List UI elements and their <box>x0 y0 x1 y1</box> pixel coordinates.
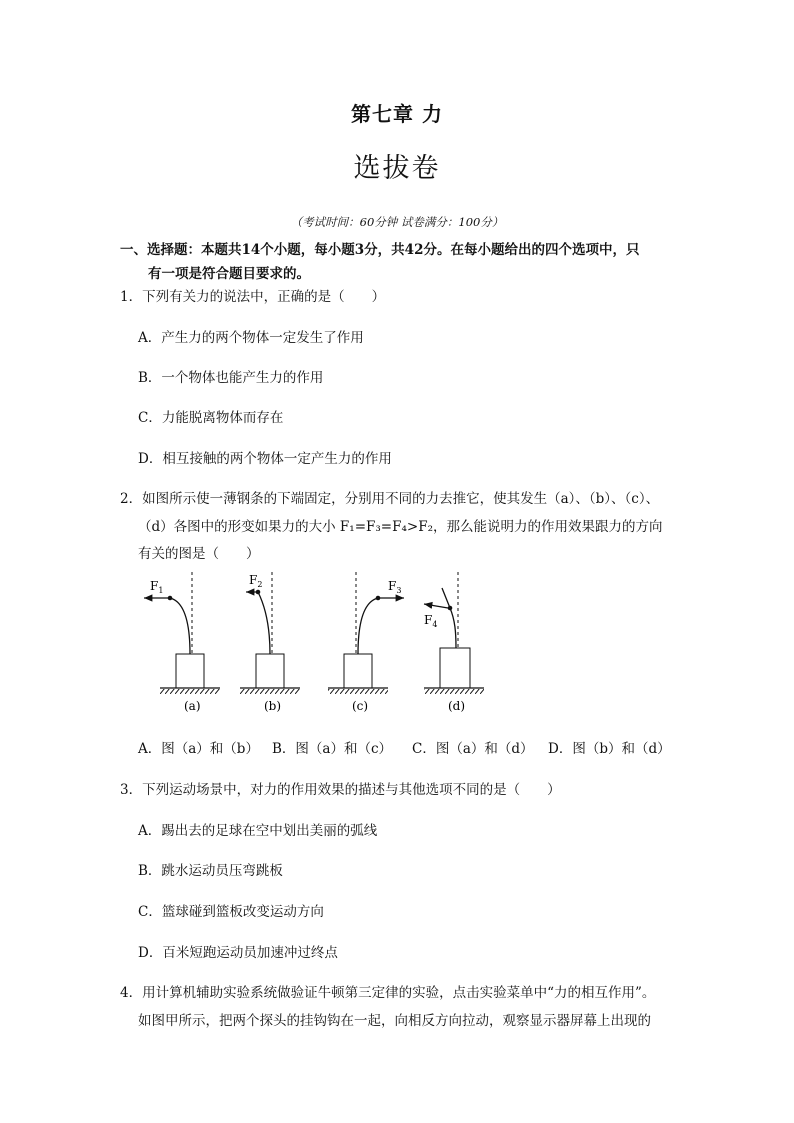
figure-b <box>240 572 300 713</box>
question-1-stem: 1．下列有关力的说法中，正确的是（ ） <box>120 289 386 305</box>
section-heading-line2: 有一项是符合题目要求的。 <box>148 266 310 282</box>
question-3-option-c: C．篮球碰到篮板改变运动方向 <box>138 904 324 920</box>
figure-c <box>328 572 404 713</box>
question-3-option-b: B．跳水运动员压弯跳板 <box>138 863 283 879</box>
caption-c: (c) <box>352 699 369 713</box>
section-heading-line1: 一、选择题：本题共14个小题，每小题3分，共42分。在每小题给出的四个选项中，只 <box>120 242 640 258</box>
question-1-option-b: B．一个物体也能产生力的作用 <box>138 370 324 386</box>
force-label-f1: $F_1$ <box>150 579 164 595</box>
question-1-option-c: C．力能脱离物体而存在 <box>138 410 284 426</box>
paper-subtitle: 选拔卷 <box>353 153 441 184</box>
force-label-f3: $F_3$ <box>388 579 402 595</box>
caption-d: (d) <box>448 699 466 713</box>
question-4-line1: 4．用计算机辅助实验系统做验证牛顿第三定律的实验，点击实验菜单中“力的相互作用”。 <box>120 985 656 1001</box>
question-3-option-d: D．百米短跑运动员加速冲过终点 <box>138 945 338 961</box>
question-2-line1: 2．如图所示使一薄钢条的下端固定，分别用不同的力去推它，使其发生（a）、（b）、（c）、 <box>120 491 660 507</box>
caption-b: (b) <box>264 699 282 713</box>
question-2-option-d: D．图（b）和（d） <box>548 741 671 757</box>
force-label-f4: $F_4$ <box>424 613 438 629</box>
figure-d <box>424 572 484 713</box>
caption-a: (a) <box>184 699 201 713</box>
question-2-option-c: C．图（a）和（d） <box>412 741 534 757</box>
exam-meta: （考试时间：60分钟 试卷满分：100分） <box>290 215 504 229</box>
question-2-option-b: B．图（a）和（c） <box>272 741 393 757</box>
figure-a <box>144 572 220 713</box>
question-2-option-a: A．图（a）和（b） <box>138 741 259 757</box>
steel-strip-figure <box>130 568 500 718</box>
question-2-line2: （d）各图中的形变如果力的大小 F₁=F₃=F₄>F₂，那么能说明力的作用效果跟力的方向 <box>138 519 663 535</box>
question-1-option-d: D．相互接触的两个物体一定产生力的作用 <box>138 451 392 467</box>
question-1-option-a: A．产生力的两个物体一定发生了作用 <box>138 330 364 346</box>
question-4-line2: 如图甲所示，把两个探头的挂钩钩在一起，向相反方向拉动，观察显示器屏幕上出现的 <box>138 1013 651 1029</box>
question-2-line3: 有关的图是（ ） <box>138 546 260 562</box>
force-label-f2: $F_2$ <box>249 573 263 589</box>
question-3-stem: 3．下列运动场景中，对力的作用效果的描述与其他选项不同的是（ ） <box>120 782 561 798</box>
question-3-option-a: A．踢出去的足球在空中划出美丽的弧线 <box>138 823 378 839</box>
chapter-title: 第七章 力 <box>351 102 443 126</box>
